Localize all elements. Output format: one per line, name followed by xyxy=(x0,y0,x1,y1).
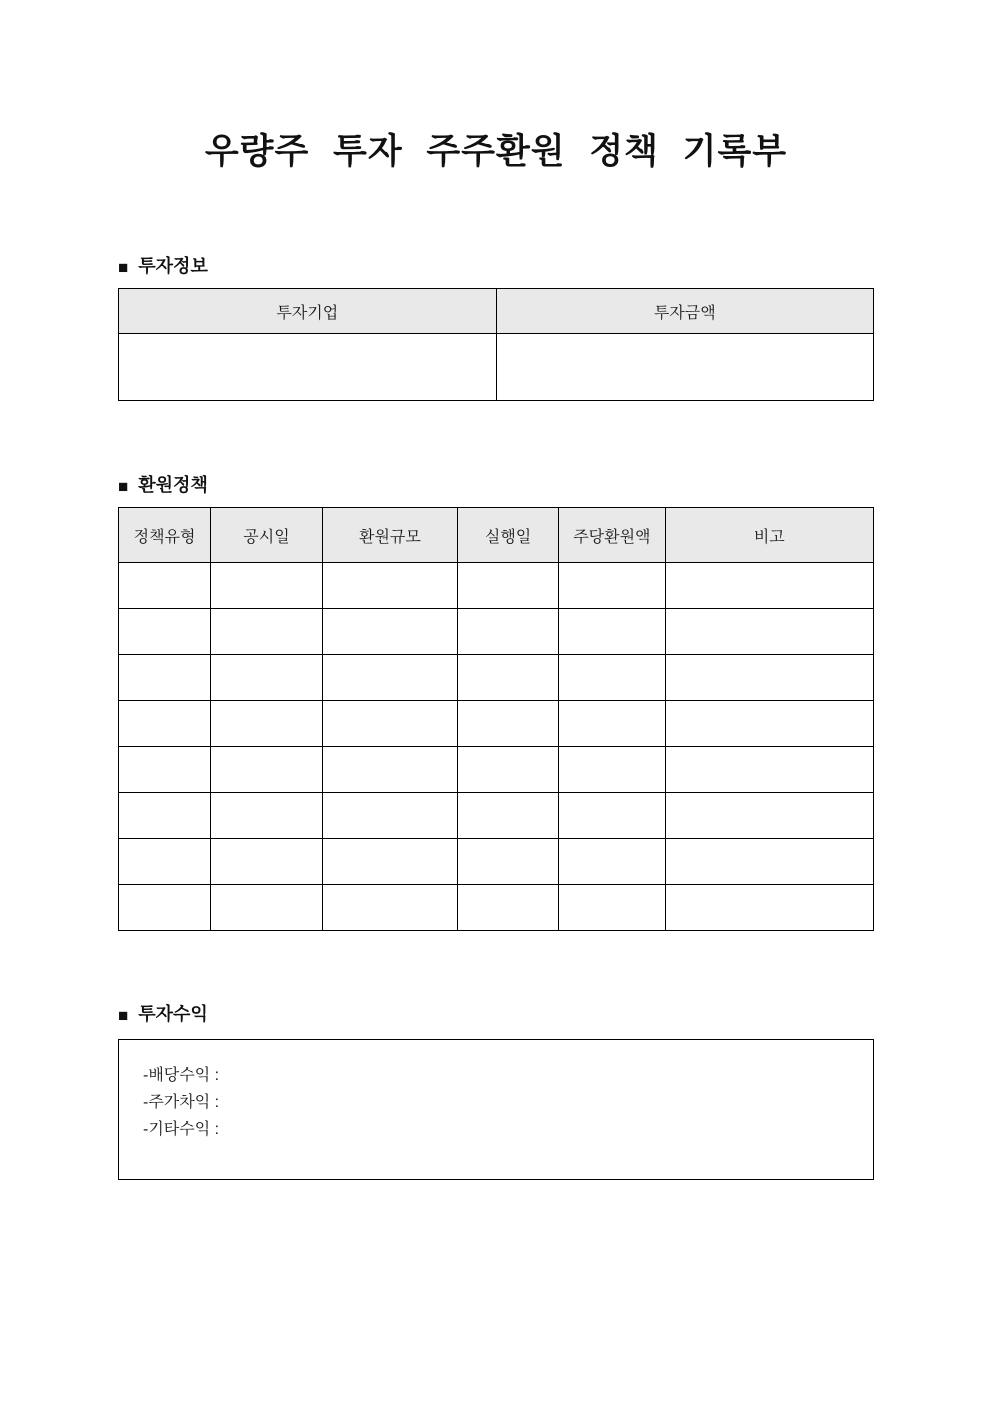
empty-cell xyxy=(119,563,211,609)
empty-cell xyxy=(211,609,323,655)
table-row xyxy=(119,793,874,839)
empty-cell xyxy=(559,839,665,885)
table-row xyxy=(119,609,874,655)
empty-cell xyxy=(211,655,323,701)
empty-cell xyxy=(322,655,457,701)
empty-cell xyxy=(665,839,873,885)
empty-cell xyxy=(457,747,558,793)
column-header-remarks: 비고 xyxy=(665,508,873,563)
column-header-policy-type: 정책유형 xyxy=(119,508,211,563)
column-header-execution-date: 실행일 xyxy=(457,508,558,563)
section-heading-investment-returns xyxy=(118,1003,874,1026)
section-heading-label-investment-returns: 투자수익 xyxy=(138,1004,208,1024)
empty-cell xyxy=(665,747,873,793)
empty-cell xyxy=(119,839,211,885)
empty-cell xyxy=(559,609,665,655)
empty-cell xyxy=(665,609,873,655)
empty-cell xyxy=(559,793,665,839)
empty-cell xyxy=(559,701,665,747)
document-title: 우량주 투자 주주환원 정책 기록부 xyxy=(204,132,788,171)
other-income-line: -기타수익 : xyxy=(143,1121,220,1138)
table-header-row xyxy=(119,508,874,563)
return-policy-table-body xyxy=(119,563,874,931)
empty-cell xyxy=(559,563,665,609)
empty-cell xyxy=(457,885,558,931)
return-policy-table xyxy=(118,507,874,931)
table-row xyxy=(119,655,874,701)
empty-cell xyxy=(665,885,873,931)
empty-cell xyxy=(119,793,211,839)
table-row xyxy=(119,747,874,793)
empty-cell xyxy=(322,563,457,609)
section-heading-label-return-policy: 환원정책 xyxy=(138,475,208,495)
dividend-income-line: -배당수익 : xyxy=(143,1067,220,1084)
capital-gain-line: -주가차익 : xyxy=(143,1094,220,1111)
square-bullet-icon: ■ xyxy=(118,1006,129,1025)
empty-cell xyxy=(665,701,873,747)
empty-cell xyxy=(665,655,873,701)
empty-cell xyxy=(322,839,457,885)
table-header-row xyxy=(119,289,874,334)
empty-cell xyxy=(119,747,211,793)
empty-cell xyxy=(457,563,558,609)
investment-returns-box xyxy=(118,1039,874,1180)
column-header-disclosure-date: 공시일 xyxy=(211,508,323,563)
empty-cell xyxy=(457,655,558,701)
empty-cell xyxy=(665,563,873,609)
empty-cell xyxy=(665,793,873,839)
table-row xyxy=(119,563,874,609)
empty-cell xyxy=(322,793,457,839)
empty-cell xyxy=(457,793,558,839)
empty-cell xyxy=(457,609,558,655)
empty-cell xyxy=(457,839,558,885)
section-heading-return-policy xyxy=(118,474,874,497)
investment-info-table xyxy=(118,288,874,401)
section-heading-investment-info xyxy=(118,255,874,278)
section-heading-label-investment-info: 투자정보 xyxy=(138,256,208,276)
empty-cell xyxy=(119,334,497,401)
empty-cell xyxy=(496,334,874,401)
empty-cell xyxy=(119,885,211,931)
empty-cell xyxy=(559,655,665,701)
empty-cell xyxy=(211,885,323,931)
table-row xyxy=(119,334,874,401)
empty-cell xyxy=(559,747,665,793)
empty-cell xyxy=(322,747,457,793)
empty-cell xyxy=(322,609,457,655)
square-bullet-icon: ■ xyxy=(118,477,129,496)
empty-cell xyxy=(119,609,211,655)
table-row xyxy=(119,701,874,747)
empty-cell xyxy=(119,655,211,701)
empty-cell xyxy=(211,701,323,747)
empty-cell xyxy=(119,701,211,747)
empty-cell xyxy=(211,793,323,839)
empty-cell xyxy=(457,701,558,747)
empty-cell xyxy=(322,701,457,747)
empty-cell xyxy=(211,747,323,793)
column-header-return-per-share: 주당환원액 xyxy=(559,508,665,563)
table-row xyxy=(119,839,874,885)
table-row xyxy=(119,885,874,931)
empty-cell xyxy=(211,839,323,885)
empty-cell xyxy=(211,563,323,609)
investment-info-table-body xyxy=(119,334,874,401)
square-bullet-icon: ■ xyxy=(118,258,129,277)
empty-cell xyxy=(322,885,457,931)
column-header-return-scale: 환원규모 xyxy=(322,508,457,563)
column-header-company: 투자기업 xyxy=(119,289,497,334)
column-header-amount: 투자금액 xyxy=(496,289,874,334)
empty-cell xyxy=(559,885,665,931)
